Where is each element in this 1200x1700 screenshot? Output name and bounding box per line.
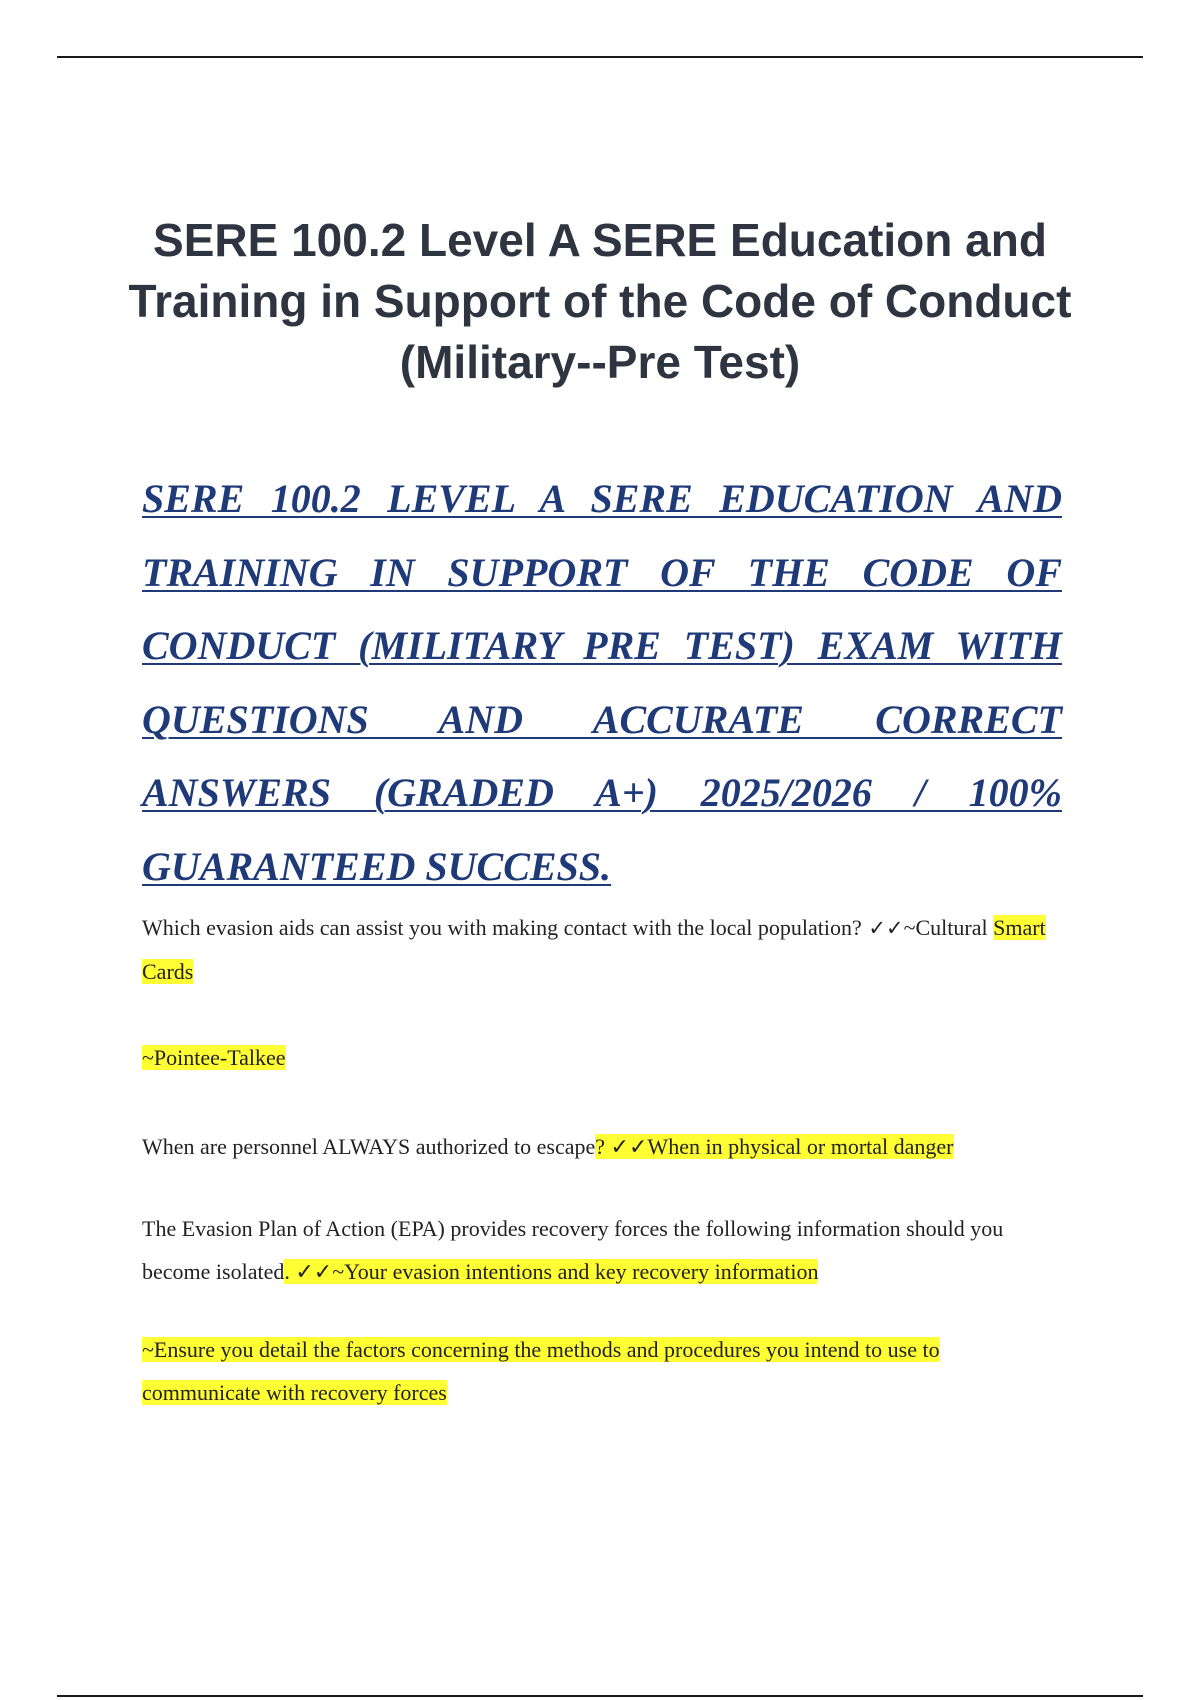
answer-3-extra: [142, 1328, 1062, 1414]
answer-3-extra-text: ~Ensure you detail the factors concerning the methods and procedures you intend to use to communicate with recovery forces: [142, 1337, 940, 1405]
answer-2-highlight: ? ✓✓When in physical or mortal danger: [595, 1134, 954, 1159]
checkmark-icon: ✓✓: [861, 916, 904, 940]
question-3: [142, 1207, 1062, 1293]
answer-3-highlight: . ✓✓~Your evasion intentions and key recovery information: [284, 1259, 819, 1284]
header-rule: [57, 56, 1143, 58]
answer-1-highlight: Smart Cards: [142, 915, 1046, 984]
answer-1-start: ~Cultural: [903, 915, 988, 940]
answer-1-extra-text: ~Pointee-Talkee: [142, 1045, 286, 1070]
question-2-text: When are personnel ALWAYS authorized to escape: [142, 1134, 596, 1159]
question-3-text: The Evasion Plan of Action (EPA) provides recovery forces the following information should you become isolated: [142, 1216, 1004, 1284]
question-1: [142, 906, 1062, 993]
document-title: SERE 100.2 Level A SERE Education and Training in Support of the Code of Conduct (Military--Pre Test): [128, 214, 1072, 388]
question-1-text: Which evasion aids can assist you with making contact with the local population?: [142, 915, 862, 940]
question-2: [142, 1125, 1062, 1168]
document-subtitle: SERE 100.2 LEVEL A SERE EDUCATION AND TRAINING IN SUPPORT OF THE CODE OF CONDUCT (MILITARY PRE TEST) EXAM WITH QUESTIONS AND ACCURATE CORRECT ANSWERS (GRADED A+) 2025/2026 / 100% GUARANTEED SUCCESS.: [142, 476, 1062, 889]
answer-1-extra: [142, 1036, 1062, 1079]
footer-rule: [57, 1695, 1143, 1697]
